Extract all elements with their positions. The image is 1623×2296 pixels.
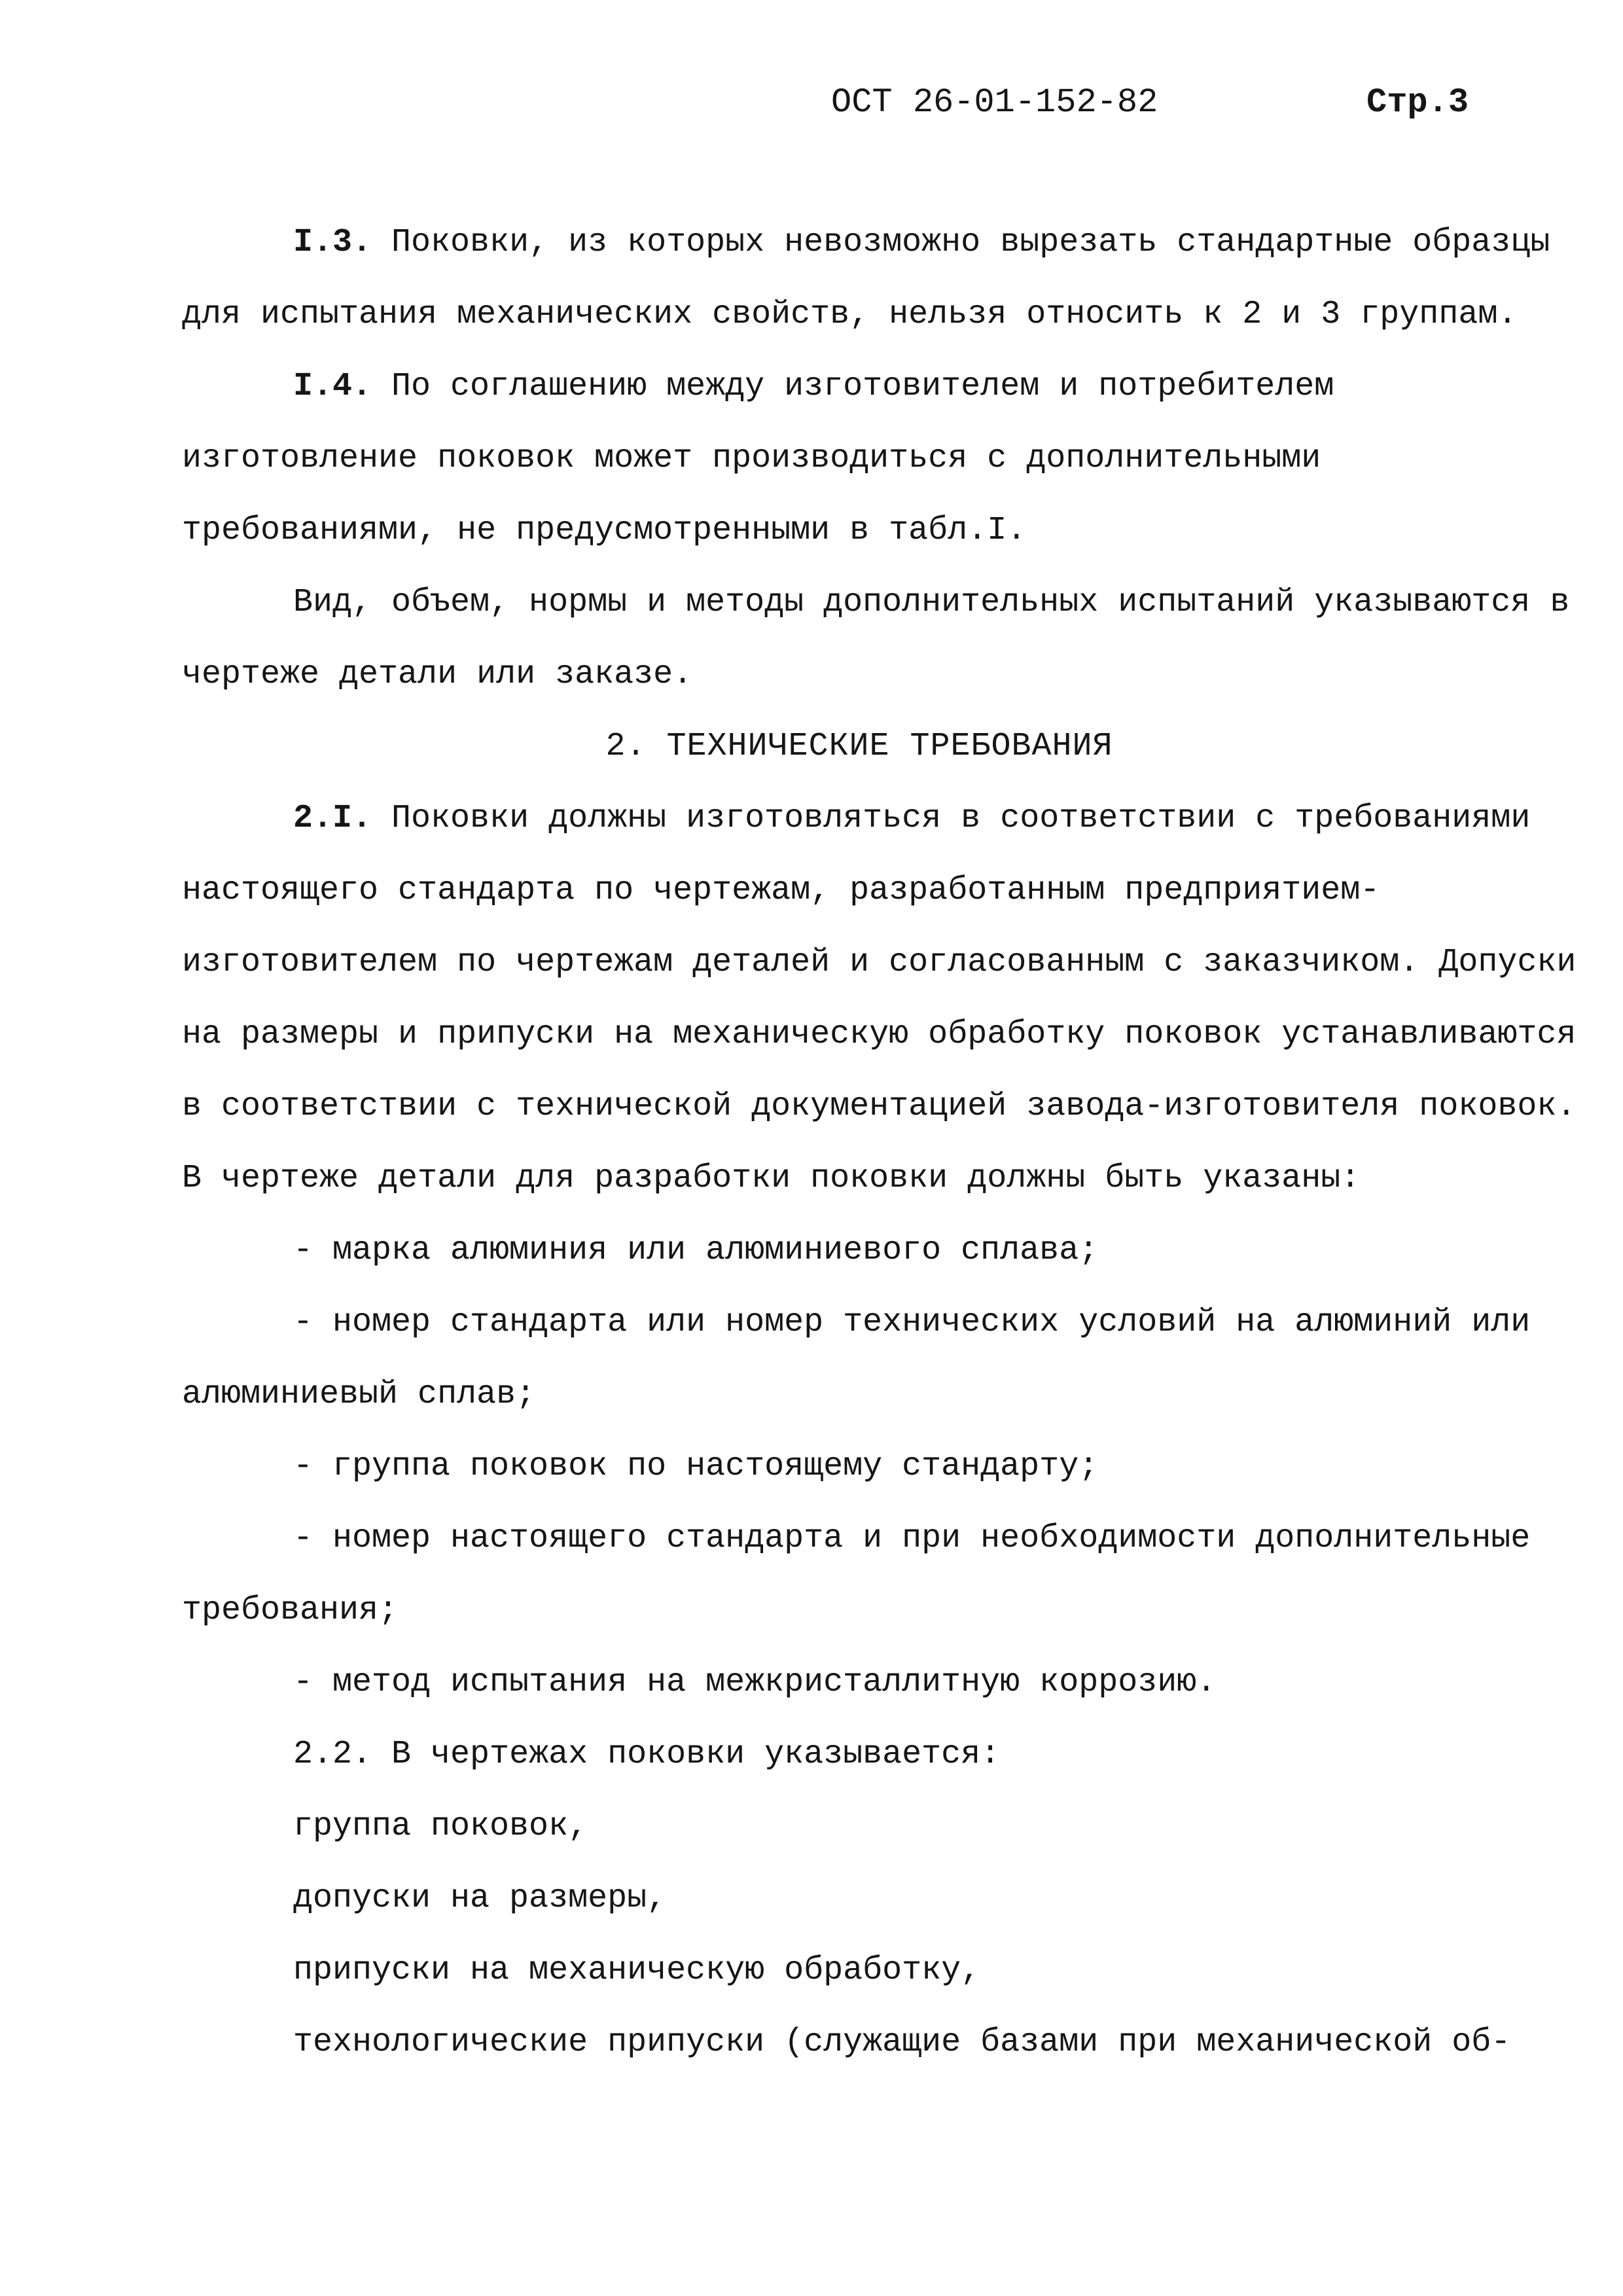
page-header <box>831 73 1499 132</box>
paragraph-text: Поковки, из которых невозможно вырезать стандартные образцы для испытания механических свойств, нельзя относить к 2 и 3 группам. <box>182 224 1550 333</box>
clause-number: 2.2. <box>293 1736 372 1773</box>
list-item: - номер стандарта или номер технических условий на алюминий или алюминиевый сплав; <box>182 1304 1531 1413</box>
page-number: Стр.3 <box>1366 83 1469 122</box>
paragraph-2-2 <box>182 1719 1589 1791</box>
paragraph-additional-tests <box>182 567 1589 711</box>
clause-number: 2.I. <box>293 800 372 837</box>
paragraph-2-1 <box>182 783 1589 1215</box>
list-item: - метод испытания на межкристаллитную коррозию. <box>293 1664 1217 1701</box>
paragraph-1-3 <box>182 207 1589 351</box>
list-item: - номер настоящего стандарта и при необходимости дополнительные требования; <box>182 1520 1531 1629</box>
paragraph-text: По соглашению между изготовителем и потребителем изготовление поковок может производиться с дополнительными требованиями, не предусмотренными в табл.I. <box>182 368 1334 549</box>
paragraph-text: Поковки должны изготовляться в соответствии с требованиями настоящего стандарта по чертежам, разработанным предприятием-изготовителем по чертежам деталей и согласованным с заказчиком. Допуски на размеры и припуски на механическую обработку поковок устанавливаются в соответствии с технической документацией завода-изготовителя поковок. В чертеже детали для разработки поковки должны быть указаны: <box>182 800 1577 1197</box>
list-item: припуски на механическую обработку, <box>293 1952 981 1989</box>
list-item: - марка алюминия или алюминиевого сплава; <box>293 1232 1099 1269</box>
document-body <box>182 207 1589 2079</box>
list-item: группа поковок, <box>293 1808 588 1845</box>
list-item: допуски на размеры, <box>293 1880 667 1917</box>
document-code: ОСТ 26-01-152-82 <box>831 83 1158 122</box>
paragraph-text: Вид, объем, нормы и методы дополнительных испытаний указываются в чертеже детали или заказе. <box>182 584 1570 693</box>
paragraph-text: В чертежах поковки указывается: <box>372 1736 1001 1773</box>
list-item: - группа поковок по настоящему стандарту; <box>293 1448 1099 1485</box>
list-item: технологические припуски (служащие базами при механической об- <box>293 2024 1511 2061</box>
paragraph-1-4 <box>182 351 1589 567</box>
clause-number: I.4. <box>293 368 372 405</box>
section-heading: 2. ТЕХНИЧЕСКИЕ ТРЕБОВАНИЯ <box>605 728 1113 765</box>
clause-number: I.3. <box>293 224 372 261</box>
